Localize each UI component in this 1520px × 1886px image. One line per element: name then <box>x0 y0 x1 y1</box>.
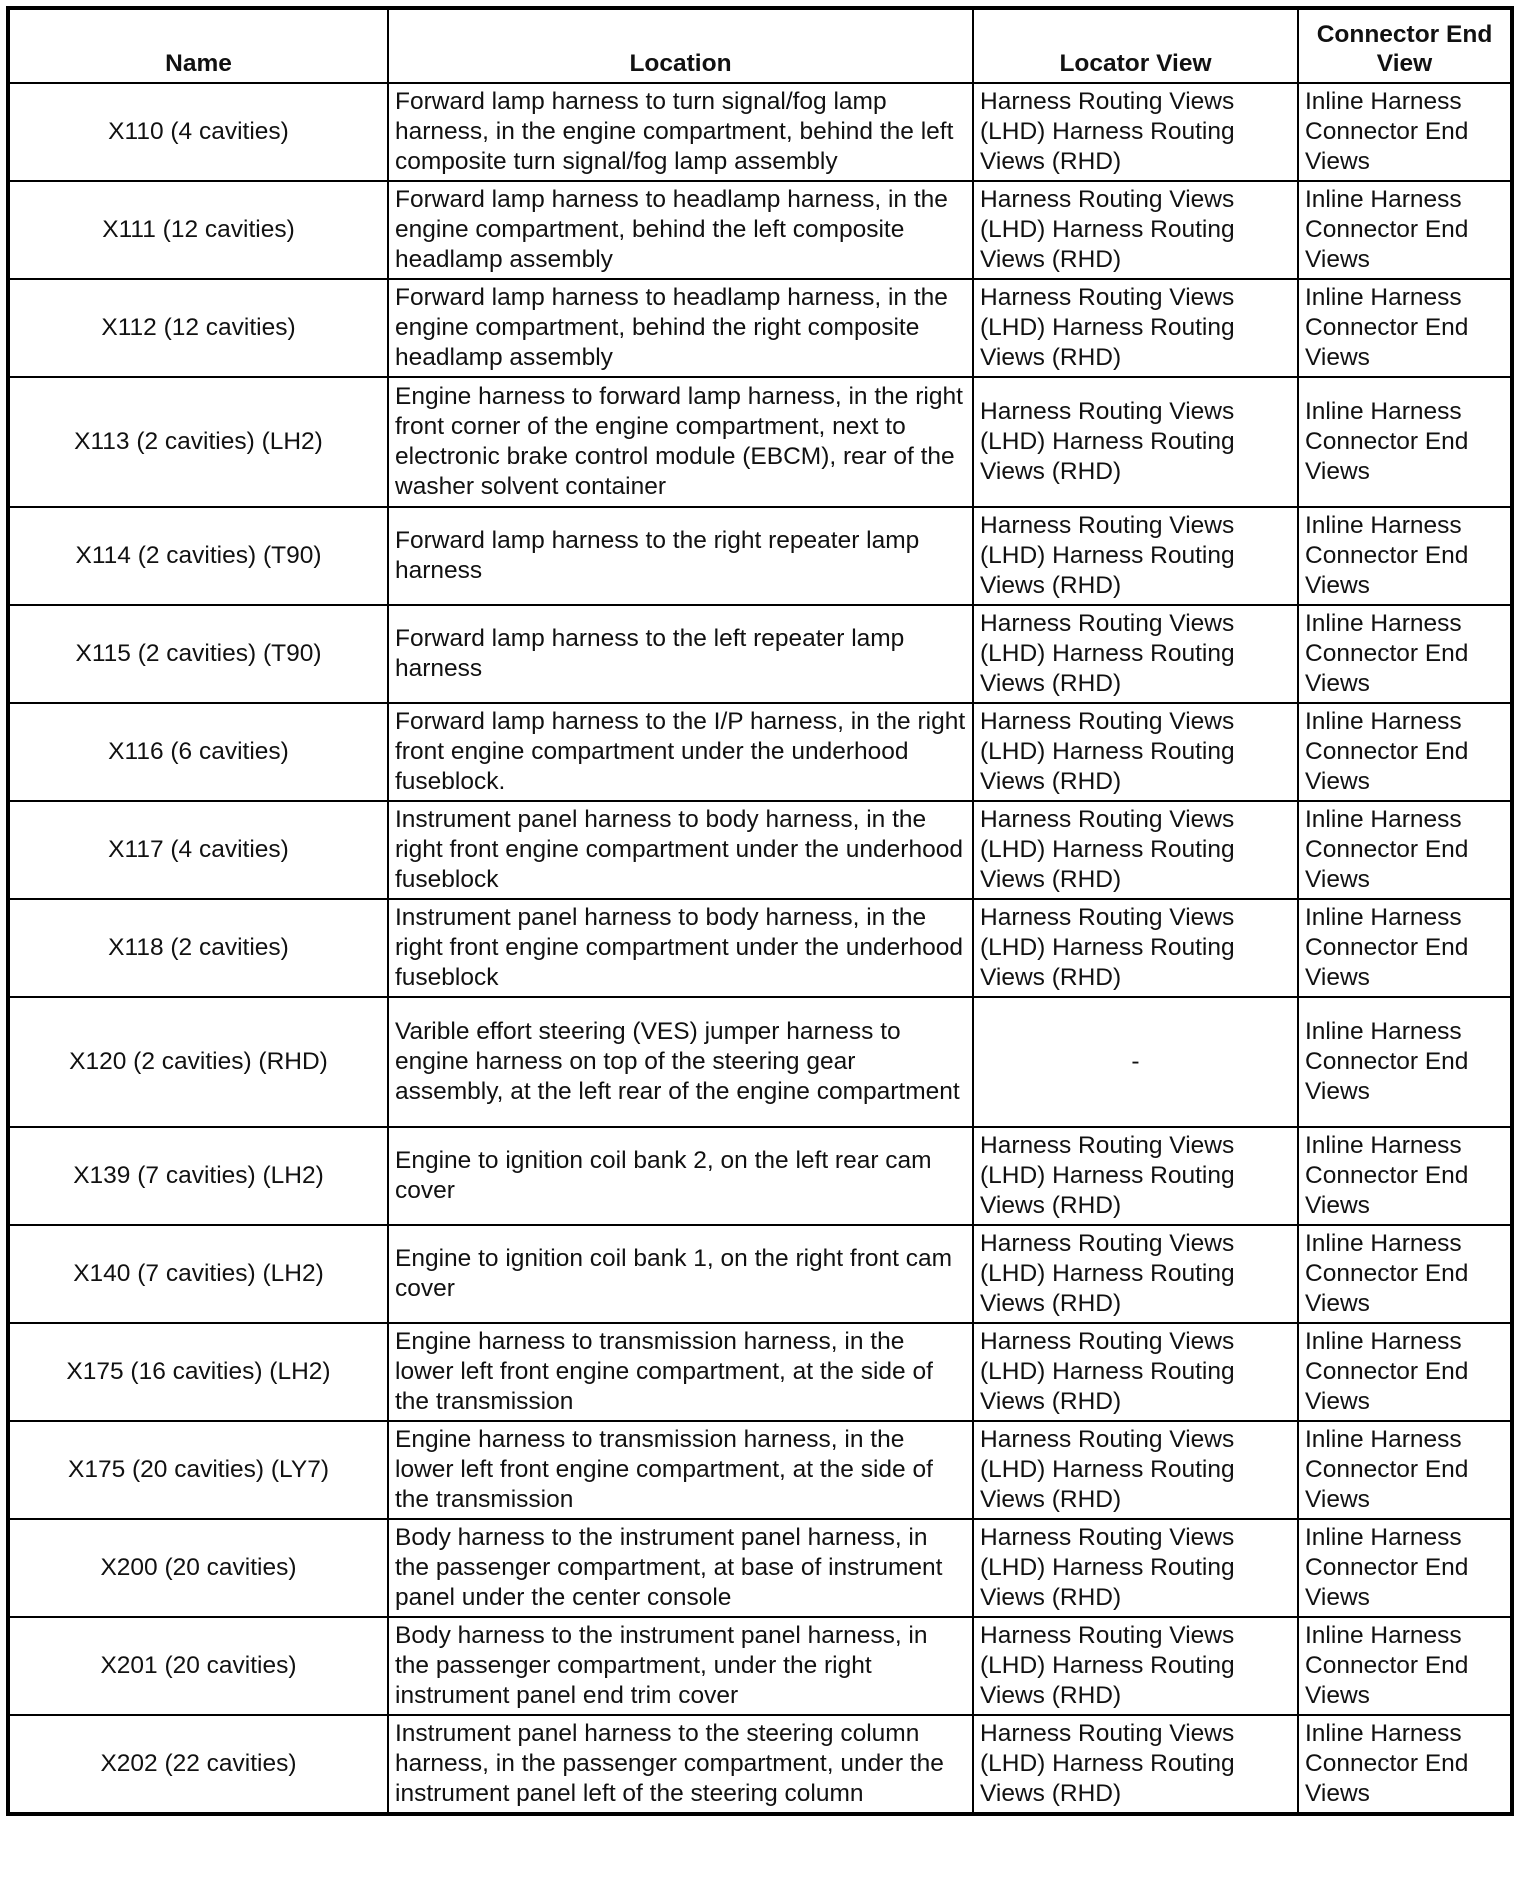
cell-locator-view: Harness Routing Views (LHD) Harness Routing Views (RHD) <box>973 83 1298 181</box>
cell-locator-view: Harness Routing Views (LHD) Harness Routing Views (RHD) <box>973 1421 1298 1519</box>
header-name: Name <box>8 8 388 83</box>
cell-locator-view: Harness Routing Views (LHD) Harness Routing Views (RHD) <box>973 1225 1298 1323</box>
table-row <box>8 899 1512 997</box>
cell-locator-view: Harness Routing Views (LHD) Harness Routing Views (RHD) <box>973 279 1298 377</box>
cell-name: X112 (12 cavities) <box>8 279 388 377</box>
cell-locator-view: Harness Routing Views (LHD) Harness Routing Views (RHD) <box>973 1323 1298 1421</box>
cell-connector-end-view: Inline Harness Connector End Views <box>1298 83 1512 181</box>
cell-locator-view: Harness Routing Views (LHD) Harness Routing Views (RHD) <box>973 377 1298 507</box>
header-locator-view: Locator View <box>973 8 1298 83</box>
table-row <box>8 997 1512 1127</box>
table-row <box>8 507 1512 605</box>
cell-locator-view: Harness Routing Views (LHD) Harness Routing Views (RHD) <box>973 1617 1298 1715</box>
cell-name: X113 (2 cavities) (LH2) <box>8 377 388 507</box>
cell-connector-end-view: Inline Harness Connector End Views <box>1298 181 1512 279</box>
cell-name: X202 (22 cavities) <box>8 1715 388 1814</box>
cell-name: X120 (2 cavities) (RHD) <box>8 997 388 1127</box>
cell-name: X139 (7 cavities) (LH2) <box>8 1127 388 1225</box>
cell-locator-view: Harness Routing Views (LHD) Harness Routing Views (RHD) <box>973 605 1298 703</box>
cell-locator-view: Harness Routing Views (LHD) Harness Routing Views (RHD) <box>973 703 1298 801</box>
cell-name: X115 (2 cavities) (T90) <box>8 605 388 703</box>
table-row <box>8 1323 1512 1421</box>
header-row <box>8 8 1512 83</box>
cell-connector-end-view: Inline Harness Connector End Views <box>1298 1225 1512 1323</box>
cell-location: Instrument panel harness to body harness, in the right front engine compartment under the underhood fuseblock <box>388 801 973 899</box>
cell-connector-end-view: Inline Harness Connector End Views <box>1298 1421 1512 1519</box>
header-connector-end-view: Connector End View <box>1298 8 1512 83</box>
cell-location: Forward lamp harness to headlamp harness, in the engine compartment, behind the left composite headlamp assembly <box>388 181 973 279</box>
cell-connector-end-view: Inline Harness Connector End Views <box>1298 997 1512 1127</box>
cell-locator-view: Harness Routing Views (LHD) Harness Routing Views (RHD) <box>973 1519 1298 1617</box>
cell-location: Engine to ignition coil bank 2, on the left rear cam cover <box>388 1127 973 1225</box>
table-row <box>8 1421 1512 1519</box>
table-row <box>8 703 1512 801</box>
table-row <box>8 801 1512 899</box>
table-row <box>8 1617 1512 1715</box>
table-row <box>8 377 1512 507</box>
cell-connector-end-view: Inline Harness Connector End Views <box>1298 507 1512 605</box>
cell-location: Forward lamp harness to the I/P harness, in the right front engine compartment under the underhood fuseblock. <box>388 703 973 801</box>
cell-name: X201 (20 cavities) <box>8 1617 388 1715</box>
cell-location: Instrument panel harness to the steering column harness, in the passenger compartment, under the instrument panel left of the steering column <box>388 1715 973 1814</box>
cell-name: X114 (2 cavities) (T90) <box>8 507 388 605</box>
cell-locator-view: Harness Routing Views (LHD) Harness Routing Views (RHD) <box>973 1715 1298 1814</box>
table-row <box>8 1127 1512 1225</box>
cell-connector-end-view: Inline Harness Connector End Views <box>1298 279 1512 377</box>
table-row <box>8 605 1512 703</box>
cell-location: Instrument panel harness to body harness, in the right front engine compartment under the underhood fuseblock <box>388 899 973 997</box>
cell-location: Engine to ignition coil bank 1, on the right front cam cover <box>388 1225 973 1323</box>
cell-connector-end-view: Inline Harness Connector End Views <box>1298 703 1512 801</box>
table-row <box>8 1225 1512 1323</box>
cell-name: X117 (4 cavities) <box>8 801 388 899</box>
cell-connector-end-view: Inline Harness Connector End Views <box>1298 1519 1512 1617</box>
cell-location: Body harness to the instrument panel harness, in the passenger compartment, at base of instrument panel under the center console <box>388 1519 973 1617</box>
cell-connector-end-view: Inline Harness Connector End Views <box>1298 1715 1512 1814</box>
cell-locator-view: Harness Routing Views (LHD) Harness Routing Views (RHD) <box>973 181 1298 279</box>
cell-name: X140 (7 cavities) (LH2) <box>8 1225 388 1323</box>
cell-connector-end-view: Inline Harness Connector End Views <box>1298 1127 1512 1225</box>
cell-locator-view: Harness Routing Views (LHD) Harness Routing Views (RHD) <box>973 801 1298 899</box>
table-row <box>8 1715 1512 1814</box>
cell-name: X175 (20 cavities) (LY7) <box>8 1421 388 1519</box>
cell-name: X111 (12 cavities) <box>8 181 388 279</box>
cell-location: Varible effort steering (VES) jumper harness to engine harness on top of the steering gear assembly, at the left rear of the engine compartment <box>388 997 973 1127</box>
cell-location: Forward lamp harness to the right repeater lamp harness <box>388 507 973 605</box>
cell-connector-end-view: Inline Harness Connector End Views <box>1298 899 1512 997</box>
cell-location: Body harness to the instrument panel harness, in the passenger compartment, under the right instrument panel end trim cover <box>388 1617 973 1715</box>
cell-locator-view: Harness Routing Views (LHD) Harness Routing Views (RHD) <box>973 1127 1298 1225</box>
connector-table <box>6 6 1514 1816</box>
cell-name: X110 (4 cavities) <box>8 83 388 181</box>
cell-locator-view: - <box>973 997 1298 1127</box>
table-row <box>8 1519 1512 1617</box>
cell-location: Engine harness to transmission harness, in the lower left front engine compartment, at the side of the transmission <box>388 1421 973 1519</box>
connector-table-container <box>6 6 1510 1816</box>
cell-locator-view: Harness Routing Views (LHD) Harness Routing Views (RHD) <box>973 507 1298 605</box>
cell-locator-view: Harness Routing Views (LHD) Harness Routing Views (RHD) <box>973 899 1298 997</box>
table-row <box>8 279 1512 377</box>
table-row <box>8 181 1512 279</box>
cell-name: X175 (16 cavities) (LH2) <box>8 1323 388 1421</box>
cell-location: Forward lamp harness to headlamp harness, in the engine compartment, behind the right composite headlamp assembly <box>388 279 973 377</box>
cell-name: X200 (20 cavities) <box>8 1519 388 1617</box>
cell-connector-end-view: Inline Harness Connector End Views <box>1298 605 1512 703</box>
cell-connector-end-view: Inline Harness Connector End Views <box>1298 1323 1512 1421</box>
header-location: Location <box>388 8 973 83</box>
cell-location: Forward lamp harness to turn signal/fog lamp harness, in the engine compartment, behind the left composite turn signal/fog lamp assembly <box>388 83 973 181</box>
cell-connector-end-view: Inline Harness Connector End Views <box>1298 377 1512 507</box>
cell-location: Engine harness to transmission harness, in the lower left front engine compartment, at the side of the transmission <box>388 1323 973 1421</box>
cell-location: Engine harness to forward lamp harness, in the right front corner of the engine compartment, next to electronic brake control module (EBCM), rear of the washer solvent container <box>388 377 973 507</box>
cell-name: X116 (6 cavities) <box>8 703 388 801</box>
cell-location: Forward lamp harness to the left repeater lamp harness <box>388 605 973 703</box>
table-row <box>8 83 1512 181</box>
cell-connector-end-view: Inline Harness Connector End Views <box>1298 801 1512 899</box>
cell-name: X118 (2 cavities) <box>8 899 388 997</box>
cell-connector-end-view: Inline Harness Connector End Views <box>1298 1617 1512 1715</box>
